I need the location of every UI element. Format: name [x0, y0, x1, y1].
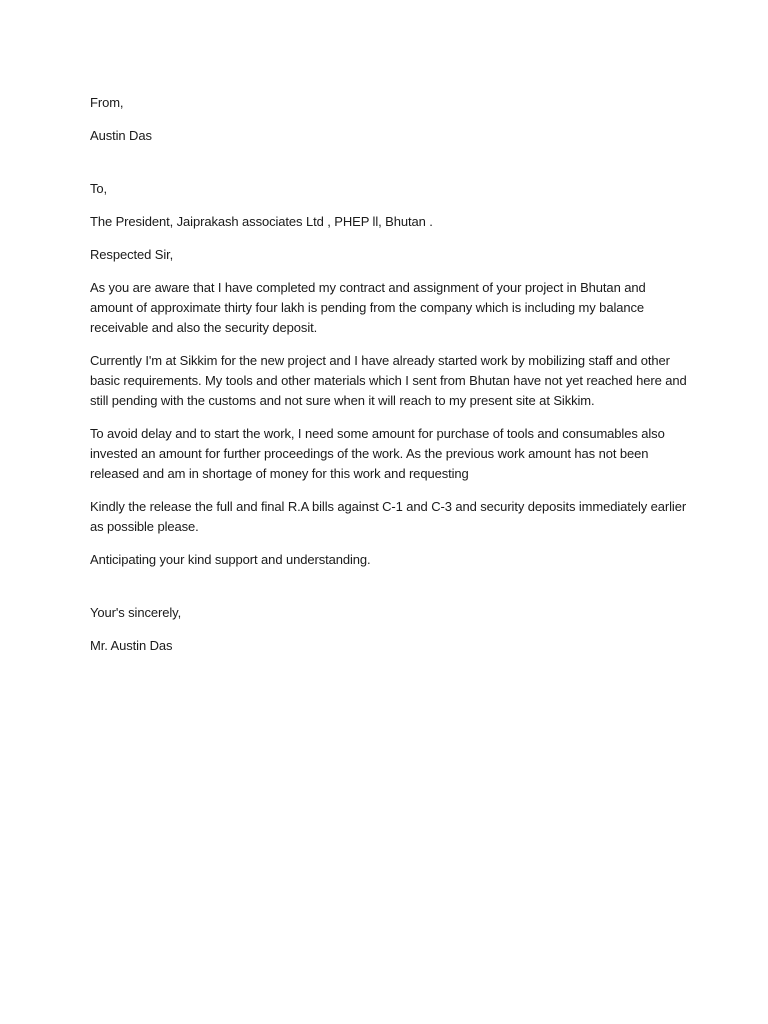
- from-label: From,: [90, 95, 124, 110]
- salutation: Respected Sir,: [90, 247, 174, 262]
- recipient-address: The President, Jaiprakash associates Ltd , PHEP ll, Bhutan .: [90, 214, 433, 229]
- paragraph-request: Kindly the release the full and final R.A bills against C-1 and C-3 and security deposits immediately earlier as possible please.: [90, 499, 687, 534]
- letter-body: [90, 93, 690, 669]
- signature-name: Mr. Austin Das: [90, 638, 173, 653]
- paragraph-current-situation: Currently I'm at Sikkim for the new project and I have already started work by mobilizing staff and other basic requirements. My tools and other materials which I sent from Bhutan have not yet reached here and still pending with the customs and not sure when it will reach to my present site at Sikkim.: [90, 353, 687, 408]
- paragraph-anticipation: Anticipating your kind support and understanding.: [90, 552, 371, 567]
- paragraph-outstanding-amount: As you are aware that I have completed my contract and assignment of your project in Bhutan and amount of approximate thirty four lakh is pending from the company which is including my balance receivable and also the security deposit.: [90, 280, 646, 335]
- to-label: To,: [90, 181, 108, 196]
- paragraph-funding-need: To avoid delay and to start the work, I need some amount for purchase of tools and consumables also invested an amount for further proceedings of the work. As the previous work amount has not been released and am in shortage of money for this work and requesting: [90, 426, 665, 481]
- sender-name: Austin Das: [90, 128, 152, 143]
- closing: Your's sincerely,: [90, 605, 182, 620]
